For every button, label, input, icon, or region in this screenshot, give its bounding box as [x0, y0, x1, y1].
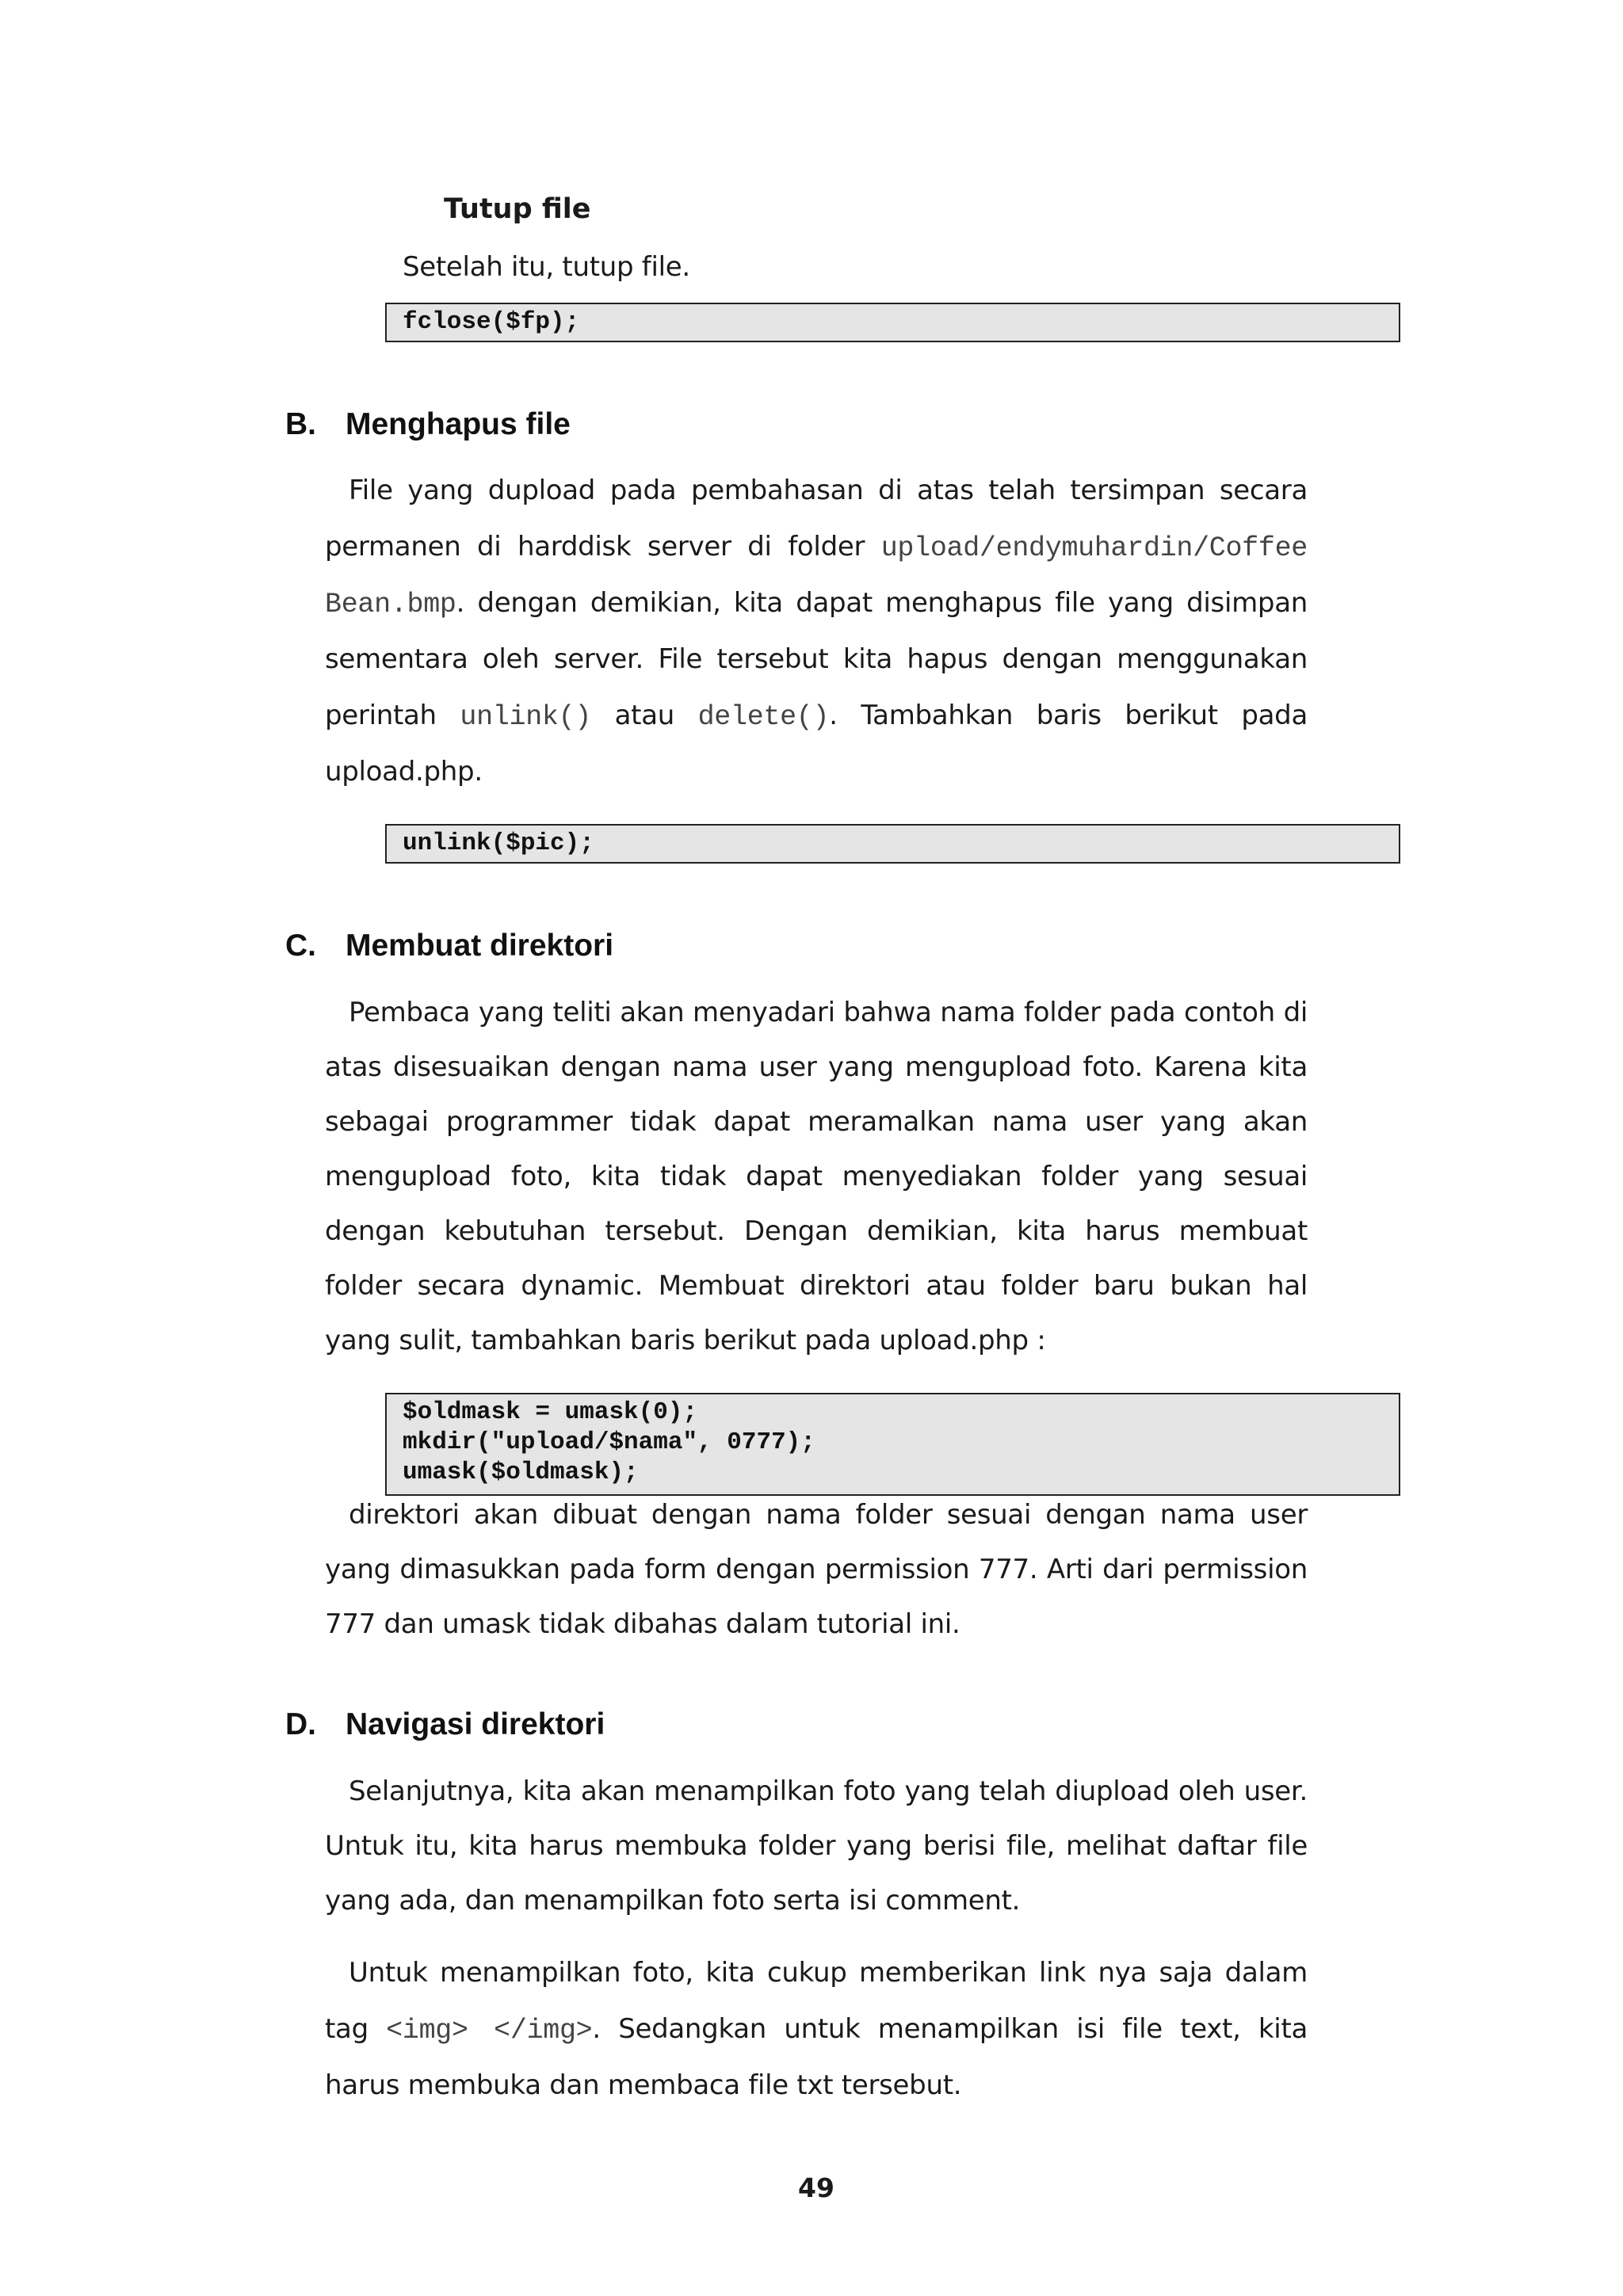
inline-code-img-tag: <img> </img>	[386, 2015, 593, 2046]
text-span: perintah	[325, 700, 460, 731]
tutup-text: Setelah itu, tutup file.	[403, 251, 690, 283]
inline-code-delete: delete()	[697, 701, 830, 733]
inline-code-filename: Bean.bmp	[325, 589, 456, 620]
code-line: umask($oldmask);	[403, 1459, 639, 1486]
text-span: . dengan demikian, kita dapat menghapus file yang disimpan	[456, 587, 1308, 619]
code-block-mkdir	[385, 1393, 1400, 1496]
text-span: tag	[325, 2013, 387, 2045]
paragraph-line: sebagai programmer tidak dapat meramalkan nama user yang akan	[325, 1106, 1308, 1138]
section-heading-c	[285, 929, 613, 963]
paragraph-line: folder secara dynamic. Membuat direktori atau folder baru bukan hal	[325, 1270, 1308, 1302]
section-letter: D.	[285, 1707, 316, 1741]
paragraph-line: yang ada, dan menampilkan foto serta isi comment.	[325, 1885, 1021, 1917]
paragraph-line: direktori akan dibuat dengan nama folder sesuai dengan nama user	[349, 1499, 1308, 1531]
inline-code-unlink: unlink()	[460, 701, 592, 733]
paragraph-line	[325, 688, 1308, 745]
section-title: Menghapus file	[346, 407, 571, 441]
page-number: 49	[798, 2172, 834, 2203]
paragraph-line: upload.php.	[325, 756, 483, 788]
section-heading-b	[285, 407, 571, 442]
section-title: Membuat direktori	[346, 929, 614, 963]
paragraph-line: harus membuka dan membaca file txt tersebut.	[325, 2069, 962, 2101]
code-block-fclose	[385, 303, 1400, 342]
paragraph-line	[325, 2002, 1308, 2058]
paragraph-line	[325, 576, 1308, 632]
code-block-unlink	[385, 824, 1400, 864]
section-heading-d	[285, 1707, 605, 1742]
paragraph-line: dengan kebutuhan tersebut. Dengan demikian, kita harus membuat	[325, 1215, 1308, 1247]
inline-code-path: upload/endymuhardin/Coffee	[880, 532, 1308, 564]
paragraph-line: atas disesuaikan dengan nama user yang mengupload foto. Karena kita	[325, 1051, 1308, 1083]
paragraph-line: Untuk itu, kita harus membuka folder yang berisi file, melihat daftar file	[325, 1830, 1308, 1862]
section-letter: B.	[285, 407, 316, 441]
paragraph-line: yang sulit, tambahkan baris berikut pada upload.php :	[325, 1325, 1046, 1356]
text-span: permanen di harddisk server di folder	[325, 531, 881, 563]
paragraph-line: Selanjutnya, kita akan menampilkan foto yang telah diupload oleh user.	[349, 1775, 1308, 1807]
paragraph-line: 777 dan umask tidak dibahas dalam tutorial ini.	[325, 1608, 960, 1640]
section-letter: C.	[285, 929, 316, 963]
paragraph-line: sementara oleh server. File tersebut kita hapus dengan menggunakan	[325, 643, 1308, 675]
section-title: Navigasi direktori	[346, 1707, 605, 1741]
text-span: . Sedangkan untuk menampilkan isi file text, kita	[592, 2013, 1308, 2045]
code-line: $oldmask = umask(0);	[403, 1398, 698, 1426]
text-span: . Tambahkan baris berikut pada	[829, 700, 1308, 731]
code-line: fclose($fp);	[403, 308, 580, 336]
text-span: atau	[591, 700, 698, 731]
subheading-tutup-file: Tutup file	[444, 193, 591, 225]
paragraph-line: Pembaca yang teliti akan menyadari bahwa nama folder pada contoh di	[349, 997, 1308, 1028]
paragraph-line: File yang dupload pada pembahasan di atas telah tersimpan secara	[349, 475, 1308, 506]
code-line: mkdir("upload/$nama", 0777);	[403, 1428, 815, 1456]
paragraph-line: mengupload foto, kita tidak dapat menyediakan folder yang sesuai	[325, 1161, 1308, 1192]
paragraph-line: yang dimasukkan pada form dengan permission 777. Arti dari permission	[325, 1554, 1308, 1585]
paragraph-line: Untuk menampilkan foto, kita cukup memberikan link nya saja dalam	[349, 1957, 1308, 1989]
code-line: unlink($pic);	[403, 830, 594, 857]
paragraph-line	[325, 520, 1308, 576]
